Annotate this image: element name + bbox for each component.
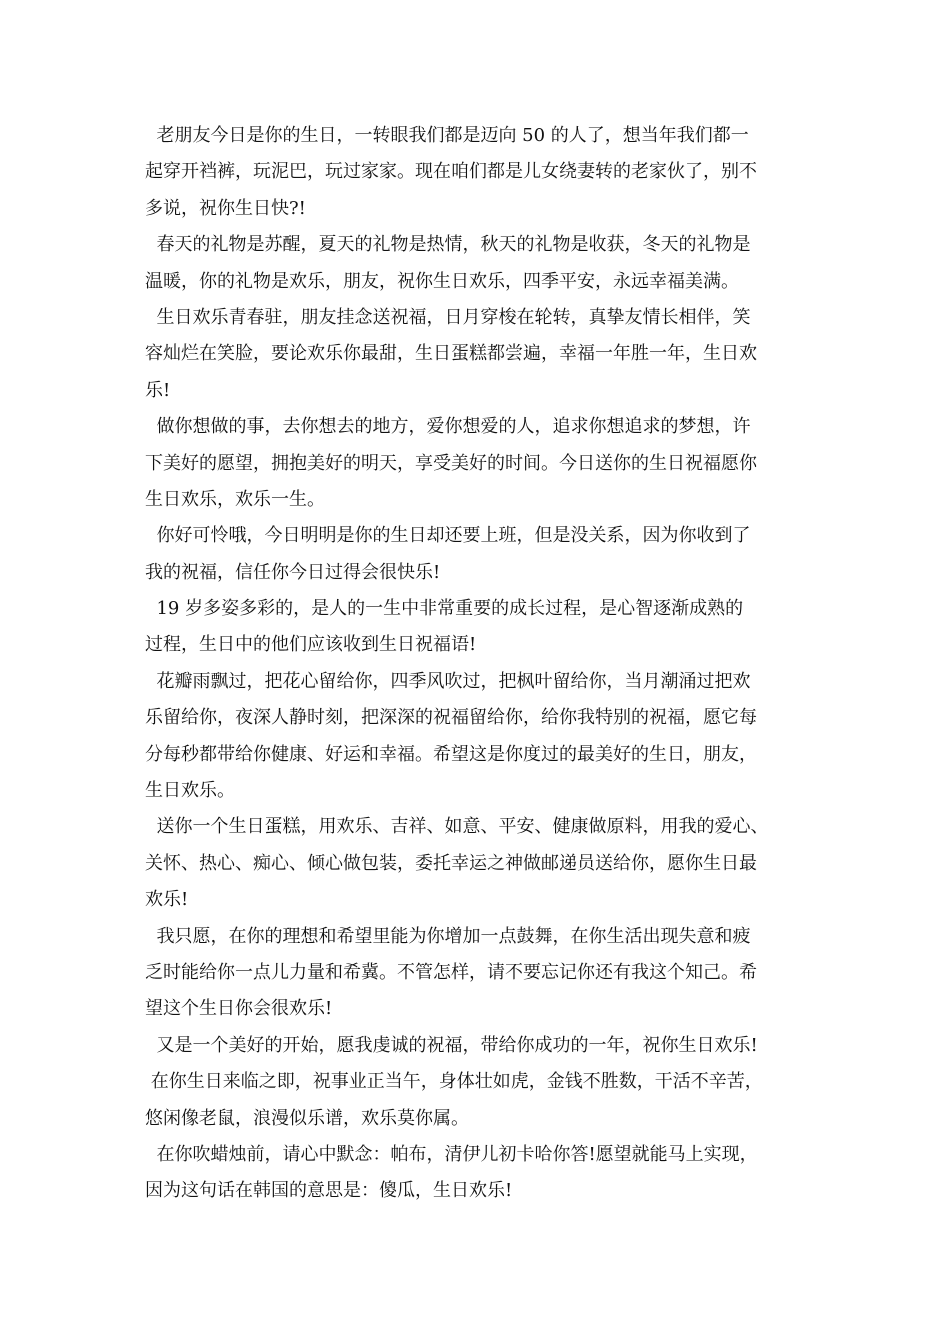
text-line: 欢乐! [145,889,189,911]
text-line: 生日欢乐。 [145,780,235,802]
text-line: 乐! [145,379,171,401]
text-line: 悠闲像老鼠，浪漫似乐谱，欢乐莫你属。 [145,1107,469,1129]
text-line: 做你想做的事，去你想去的地方，爱你想爱的人，追求你想追求的梦想，许 [145,416,751,438]
text-line: 生日欢乐，欢乐一生。 [145,488,325,510]
text-line: 乏时能给你一点儿力量和希冀。不管怎样，请不要忘记你还有我这个知己。希 [145,961,757,983]
text-line: 下美好的愿望，拥抱美好的明天，享受美好的时间。今日送你的生日祝福愿你 [145,452,757,474]
text-line: 在你吹蜡烛前，请心中默念：帕布，清伊儿初卡哈你答!愿望就能马上实现， [145,1143,758,1165]
text-line: 乐留给你，夜深人静时刻，把深深的祝福留给你，给你我特别的祝福，愿它每 [145,707,757,729]
text-line: 多说，祝你生日快?! [145,197,306,219]
text-line: 在你生日来临之即，祝事业正当午，身体壮如虎，金钱不胜数，干活不辛苦， [145,1071,763,1093]
text-line: 过程，生日中的他们应该收到生日祝福语! [145,634,477,656]
text-line: 我只愿，在你的理想和希望里能为你增加一点鼓舞，在你生活出现失意和疲 [145,925,751,947]
text-line: 春天的礼物是苏醒，夏天的礼物是热情，秋天的礼物是收获，冬天的礼物是 [145,234,751,256]
text-line: 生日欢乐青春驻，朋友挂念送祝福，日月穿梭在轮转，真挚友情长相伴，笑 [145,306,751,328]
text-line: 温暖，你的礼物是欢乐，朋友，祝你生日欢乐，四季平安，永远幸福美满。 [145,270,739,292]
text-line: 送你一个生日蛋糕，用欢乐、吉祥、如意、平安、健康做原料，用我的爱心、 [145,816,769,838]
text-line: 起穿开裆裤，玩泥巴，玩过家家。现在咱们都是儿女绕妻转的老家伙了，别不 [145,161,757,183]
text-line: 分每秒都带给你健康、好运和幸福。希望这是你度过的最美好的生日，朋友， [145,743,757,765]
text-line: 望这个生日你会很欢乐! [145,998,333,1020]
text-line: 我的祝福，信任你今日过得会很快乐! [145,561,441,583]
document-body [145,118,825,1210]
text-line: 关怀、热心、痴心、倾心做包装，委托幸运之神做邮递员送给你，愿你生日最 [145,852,757,874]
text-line: 花瓣雨飘过，把花心留给你，四季风吹过，把枫叶留给你，当月潮涌过把欢 [145,670,751,692]
text-line: 你好可怜哦，今日明明是你的生日却还要上班，但是没关系，因为你收到了 [145,525,751,547]
text-line: 老朋友今日是你的生日，一转眼我们都是迈向 50 的人了，想当年我们都一 [145,125,749,146]
text-line: 又是一个美好的开始，愿我虔诚的祝福，带给你成功的一年，祝你生日欢乐! [145,1034,758,1056]
text-line: 19 岁多姿多彩的，是人的一生中非常重要的成长过程，是心智逐渐成熟的 [145,598,744,620]
text-line: 容灿烂在笑脸，要论欢乐你最甜，生日蛋糕都尝遍，幸福一年胜一年，生日欢 [145,343,757,365]
text-line: 因为这句话在韩国的意思是：傻瓜，生日欢乐! [145,1180,513,1202]
